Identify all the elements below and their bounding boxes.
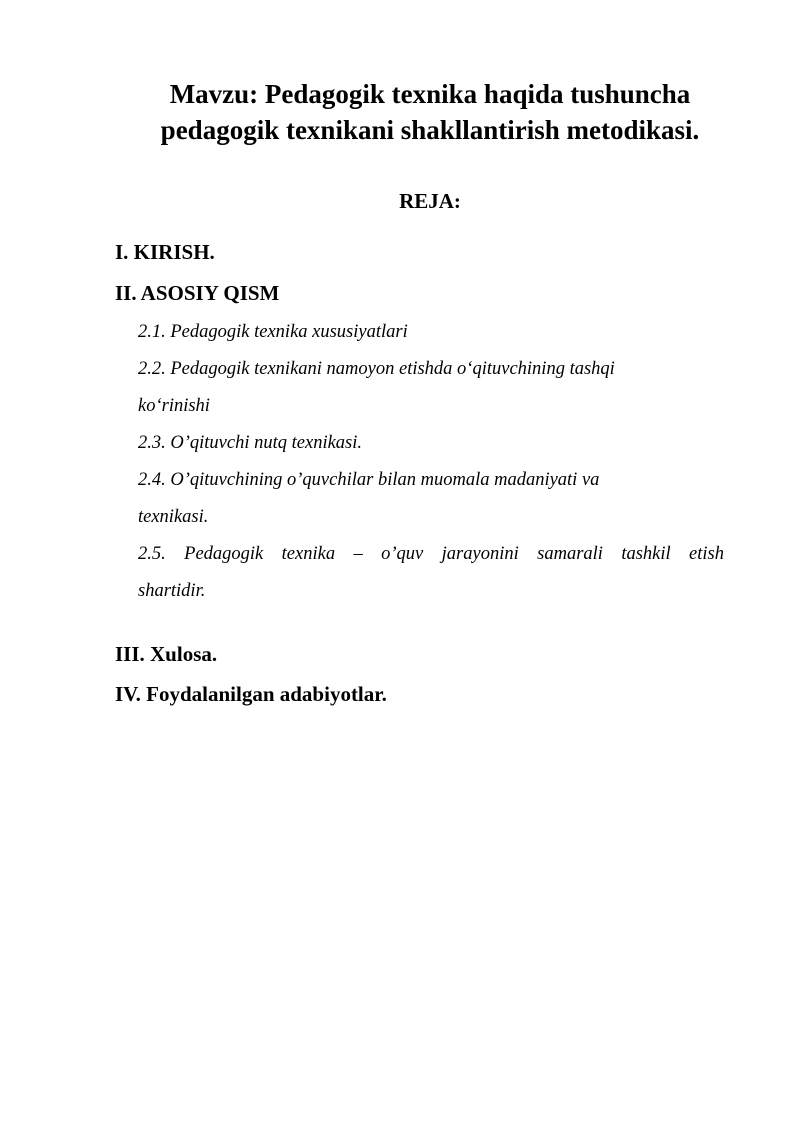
section-introduction: I. KIRISH. [115, 240, 215, 264]
list-item-2-4-line-1: 2.4. O’qituvchining o’quvchilar bilan muomala madaniyati va [138, 470, 600, 490]
section-conclusion: III. Xulosa. [115, 642, 218, 666]
list-item-2-2-line-1: 2.2. Pedagogik texnikani namoyon etishda o‘qituvchining tashqi [138, 359, 615, 379]
document-title [100, 76, 760, 148]
title-line-1: Mavzu: Pedagogik texnika haqida tushuncha [169, 79, 691, 109]
list-item-2-4-line-2: texnikasi. [138, 507, 209, 527]
list-item-2-5-line-2: shartidir. [138, 581, 206, 601]
plan-heading: REJA: [399, 189, 461, 213]
list-item-2-1: 2.1. Pedagogik texnika xususiyatlari [138, 322, 408, 342]
section-references: IV. Foydalanilgan adabiyotlar. [115, 682, 387, 706]
section-main-part: II. ASOSIY QISM [115, 281, 280, 305]
list-item-2-3: 2.3. O’qituvchi nutq texnikasi. [138, 433, 363, 453]
list-item-2-2-line-2: ko‘rinishi [138, 396, 210, 416]
subsection-list [138, 314, 724, 610]
title-line-2: pedagogik texnikani shakllantirish metodikasi. [160, 115, 700, 145]
list-item-2-5-line-1: 2.5. Pedagogik texnika – o’quv jarayonini samarali tashkil etish [138, 544, 724, 564]
